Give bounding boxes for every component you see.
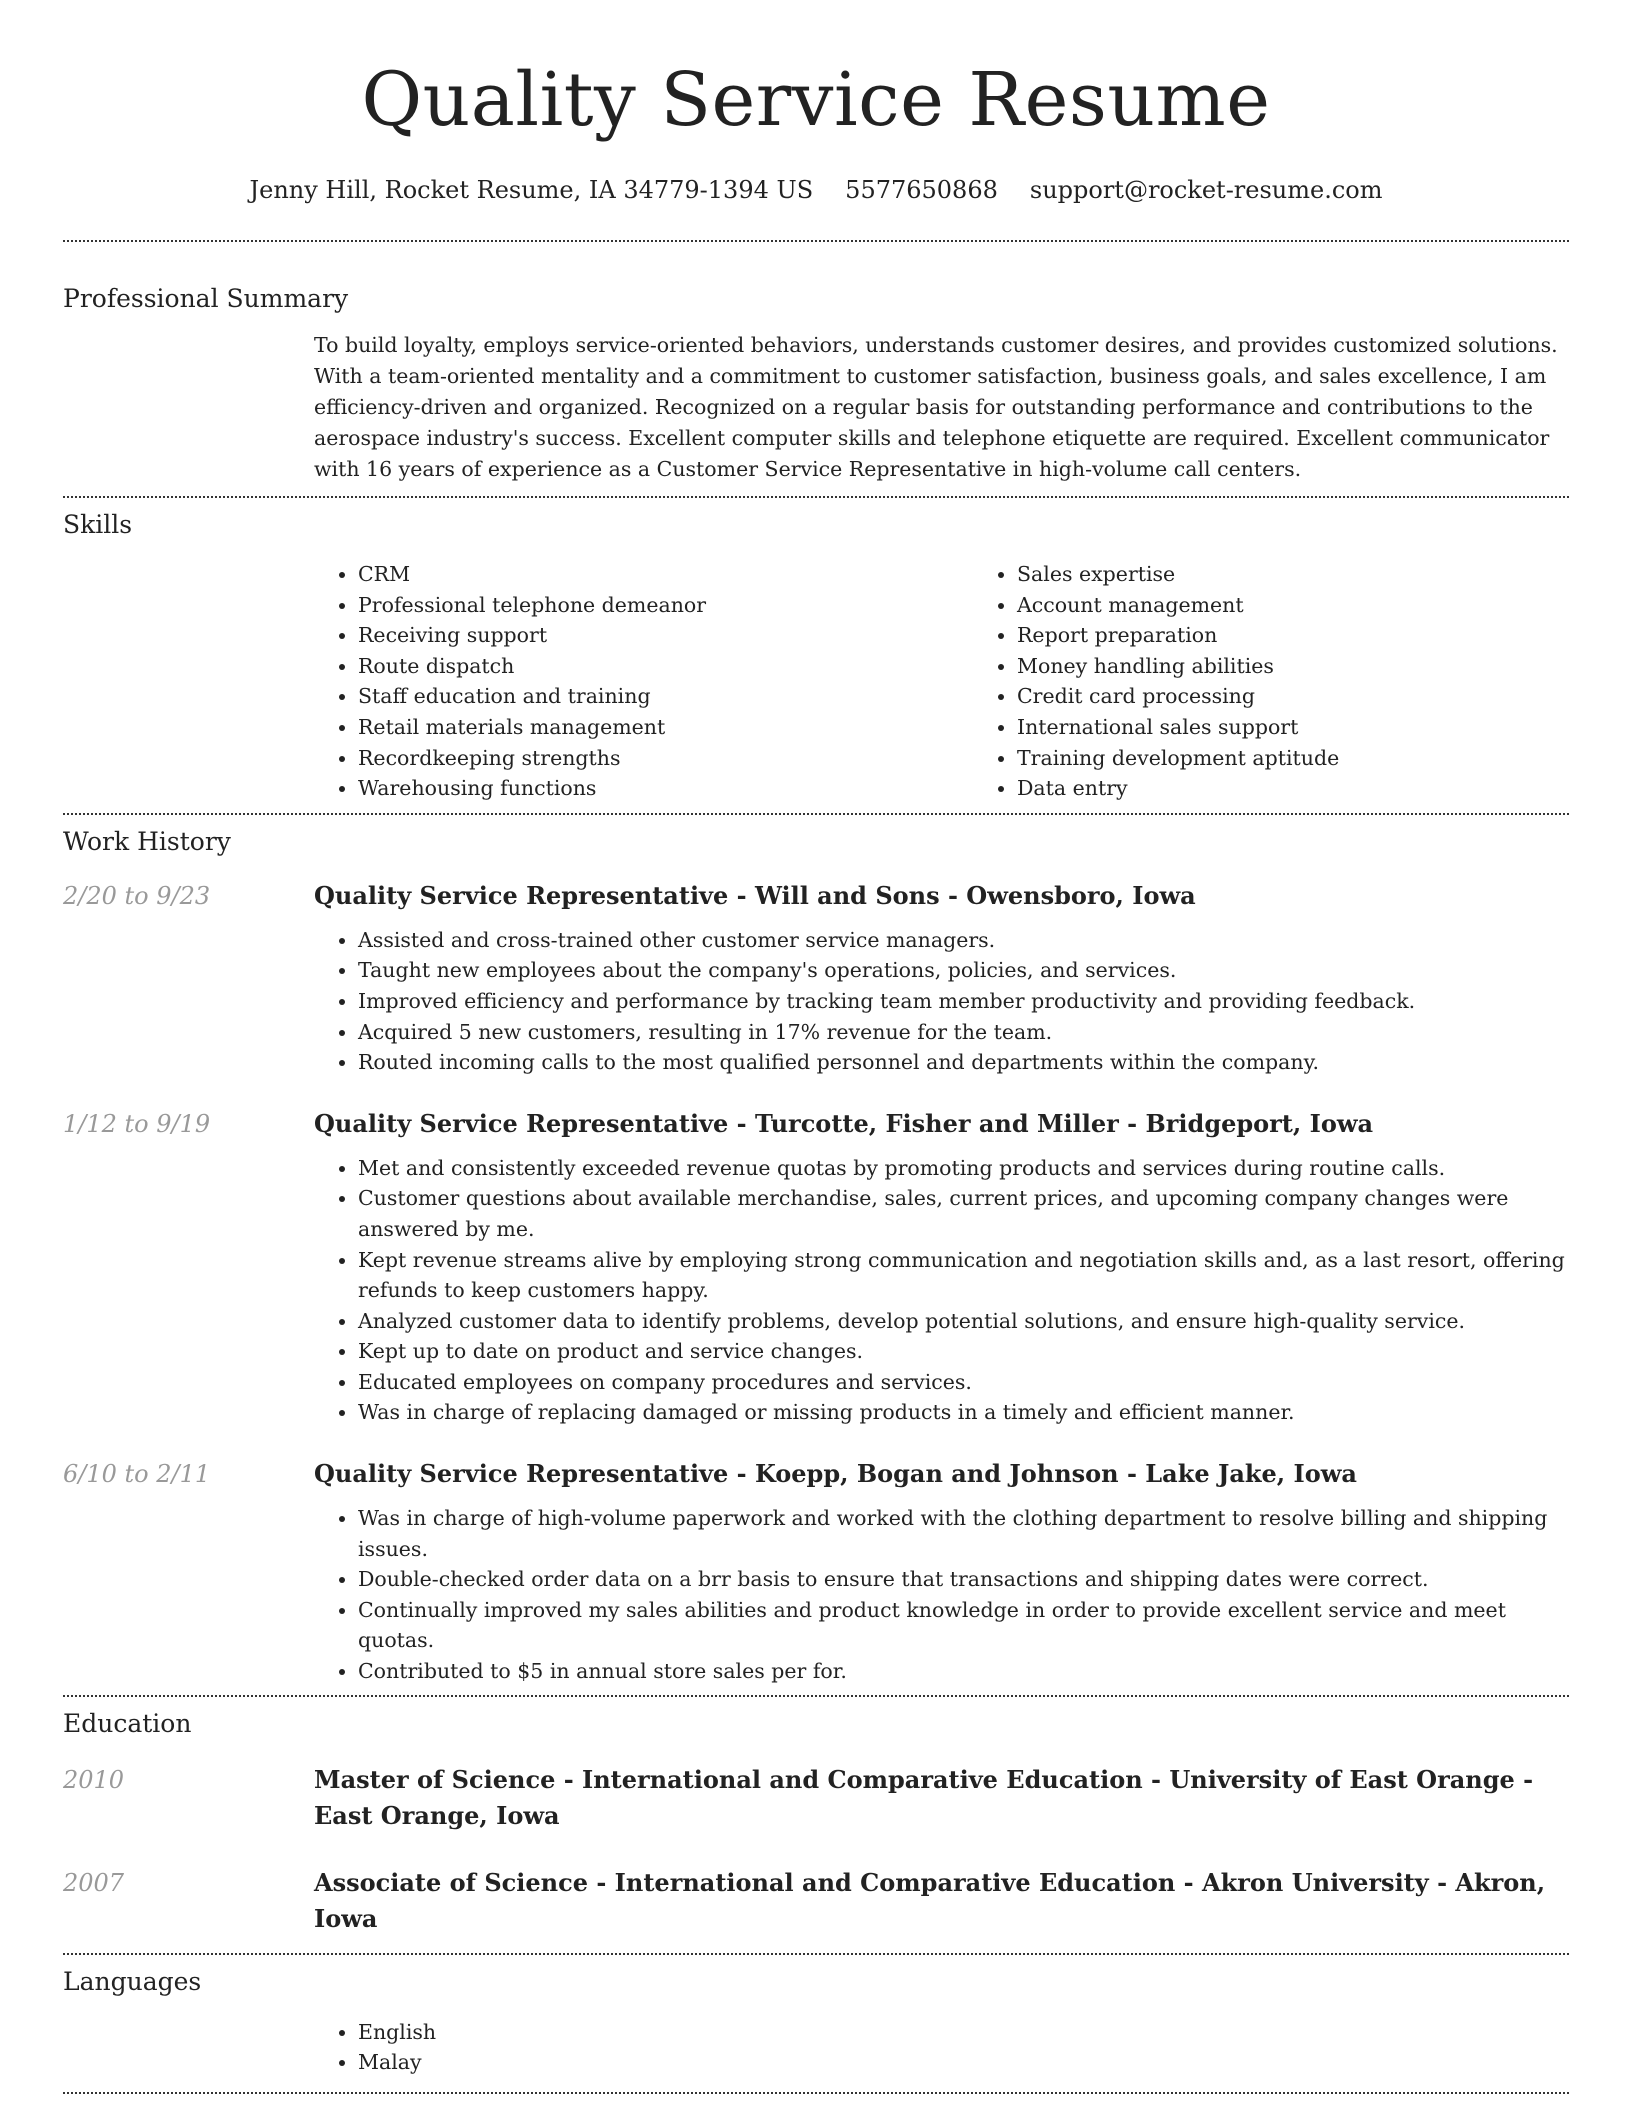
skills-list-right <box>973 559 1632 804</box>
skills-section <box>63 508 1569 804</box>
skill-item: • CRM <box>358 559 973 590</box>
skill-item: • Sales expertise <box>1017 559 1632 590</box>
skill-item: • Training development aptitude <box>1017 743 1632 774</box>
job-duties <box>314 925 1569 1078</box>
contact-phone: 5577650868 <box>845 176 998 204</box>
job-duties <box>314 1503 1569 1687</box>
job-entry <box>63 1107 1569 1428</box>
job-duty: • Acquired 5 new customers, resulting in 17% revenue for the team. <box>358 1017 1569 1048</box>
language-item: • English <box>358 2017 1569 2048</box>
language-item: • Malay <box>358 2047 1569 2078</box>
skills-list-left <box>314 559 973 804</box>
job-duty: • Met and consistently exceeded revenue quotas by promoting products and services during routine calls. <box>358 1153 1569 1184</box>
job-duty: • Assisted and cross-trained other customer service managers. <box>358 925 1569 956</box>
job-dates: 2/20 to 9/23 <box>63 881 211 910</box>
skill-item: • Receiving support <box>358 620 973 651</box>
job-duty: • Was in charge of high-volume paperwork and worked with the clothing department to resolve billing and shipping issues. <box>358 1503 1569 1564</box>
education-year: 2007 <box>63 1868 125 1897</box>
skill-item: • Warehousing functions <box>358 773 973 804</box>
contact-line <box>63 174 1569 206</box>
contact-address: Jenny Hill, Rocket Resume, IA 34779-1394 US <box>249 176 814 204</box>
section-divider <box>63 1953 1569 1955</box>
section-divider <box>63 496 1569 498</box>
skills-heading: Skills <box>63 510 133 539</box>
job-duty: • Educated employees on company procedures and services. <box>358 1367 1569 1398</box>
job-entry <box>63 1457 1569 1687</box>
section-divider <box>63 813 1569 815</box>
education-year: 2010 <box>63 1765 125 1794</box>
skill-item: • Professional telephone demeanor <box>358 590 973 621</box>
education-section <box>63 1707 1569 1937</box>
job-duty: • Kept up to date on product and service changes. <box>358 1336 1569 1367</box>
skill-item: • Account management <box>1017 590 1632 621</box>
work-history-section <box>63 825 1569 1687</box>
skill-item: • Route dispatch <box>358 651 973 682</box>
job-duty: • Contributed to $5 in annual store sales per for. <box>358 1656 1569 1687</box>
contact-email: support@rocket-resume.com <box>1029 176 1383 204</box>
job-duty: • Improved efficiency and performance by tracking team member productivity and providing feedback. <box>358 986 1569 1017</box>
skill-item: • Recordkeeping strengths <box>358 743 973 774</box>
section-divider <box>63 240 1569 242</box>
job-title: Quality Service Representative - Turcotte, Fisher and Miller - Bridgeport, Iowa <box>314 1108 1374 1138</box>
job-title: Quality Service Representative - Will and Sons - Owensboro, Iowa <box>314 880 1196 910</box>
summary-heading: Professional Summary <box>63 284 349 313</box>
resume-title: Quality Service Resume <box>361 57 1271 143</box>
job-duty: • Was in charge of replacing damaged or missing products in a timely and efficient manner. <box>358 1397 1569 1428</box>
job-duty: • Analyzed customer data to identify problems, develop potential solutions, and ensure high-quality service. <box>358 1306 1569 1337</box>
education-entry <box>63 1762 1569 1834</box>
summary-text: To build loyalty, employs service-oriented behaviors, understands customer desires, and provides customized solutions. With a team-oriented mentality and a commitment to customer satisfaction, business goals, and sales excellence, I am efficiency-driven and organized. Recognized on a regular basis for outstanding performance and contributions to the aerospace industry's success. Excellent computer skills and telephone etiquette are required. Excellent communicator with 16 years of experience as a Customer Service Representative in high-volume call centers. <box>314 333 1558 481</box>
job-dates: 6/10 to 2/11 <box>63 1460 211 1489</box>
job-duty: • Continually improved my sales abilities and product knowledge in order to provide excellent service and meet quotas. <box>358 1595 1569 1656</box>
job-entry <box>63 879 1569 1078</box>
languages-list <box>314 2017 1569 2078</box>
languages-section <box>63 1965 1569 2078</box>
job-duty: • Taught new employees about the company's operations, policies, and services. <box>358 955 1569 986</box>
section-divider <box>63 1695 1569 1697</box>
education-entry <box>63 1865 1569 1937</box>
job-duty: • Routed incoming calls to the most qualified personnel and departments within the company. <box>358 1047 1569 1078</box>
section-divider <box>63 2092 1569 2094</box>
skill-item: • Staff education and training <box>358 681 973 712</box>
job-duties <box>314 1153 1569 1428</box>
education-title: Master of Science - International and Comparative Education - University of East Orange - East Orange, Iowa <box>314 1764 1534 1830</box>
job-dates: 1/12 to 9/19 <box>63 1109 211 1138</box>
job-title: Quality Service Representative - Koepp, Bogan and Johnson - Lake Jake, Iowa <box>314 1459 1357 1489</box>
languages-heading: Languages <box>63 1966 202 1996</box>
summary-section <box>63 282 1569 485</box>
skill-item: • Data entry <box>1017 773 1632 804</box>
skill-item: • Credit card processing <box>1017 681 1632 712</box>
skill-item: • Report preparation <box>1017 620 1632 651</box>
education-heading: Education <box>63 1708 192 1738</box>
job-duty: • Kept revenue streams alive by employing strong communication and negotiation skills and, as a last resort, offering refunds to keep customers happy. <box>358 1245 1569 1306</box>
work-history-heading: Work History <box>63 826 231 856</box>
job-duty: • Double-checked order data on a brr basis to ensure that transactions and shipping dates were correct. <box>358 1564 1569 1595</box>
skill-item: • Retail materials management <box>358 712 973 743</box>
skill-item: • Money handling abilities <box>1017 651 1632 682</box>
education-title: Associate of Science - International and Comparative Education - Akron University - Akron, Iowa <box>314 1867 1546 1933</box>
skill-item: • International sales support <box>1017 712 1632 743</box>
job-duty: • Customer questions about available merchandise, sales, current prices, and upcoming company changes were answered by me. <box>358 1183 1569 1244</box>
